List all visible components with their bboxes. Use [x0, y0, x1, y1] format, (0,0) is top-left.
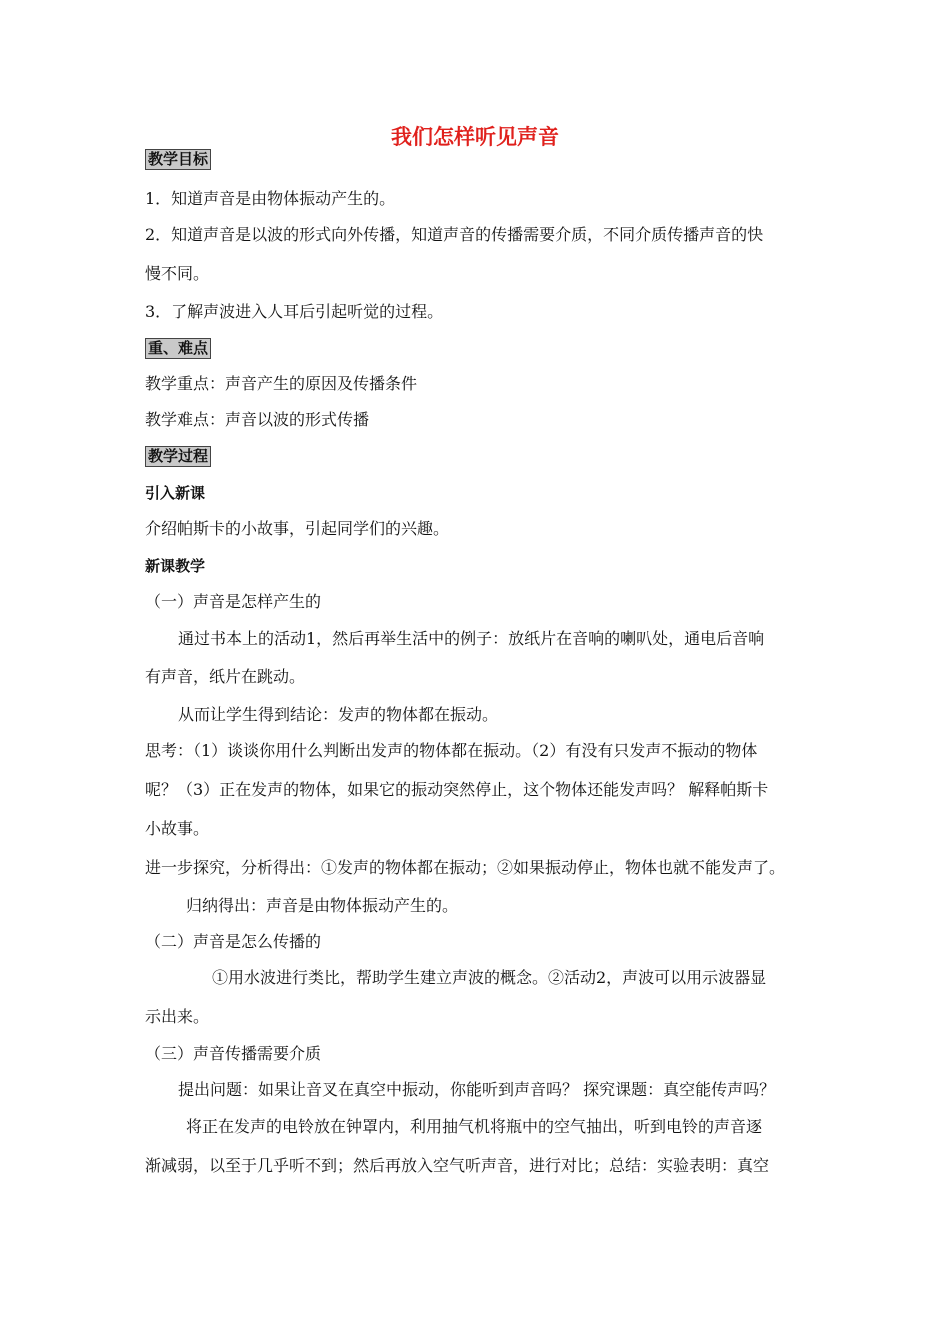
document-title: 我们怎样听见声音: [391, 125, 559, 149]
section-heading-key-points: [145, 338, 810, 359]
subheading-new-lesson: 新课教学: [145, 557, 206, 575]
objective-1: 1．知道声音是由物体振动产生的。: [145, 189, 396, 208]
paragraph-line: 通过书本上的活动1，然后再举生活中的例子：放纸片在音响的喇叭处，通电后音响: [178, 629, 765, 648]
part-1-heading: （一）声音是怎样产生的: [145, 592, 322, 611]
paragraph-line: 进一步探究，分析得出：①发声的物体都在振动；②如果振动停止，物体也就不能发声了。: [145, 858, 786, 877]
objective-2-cont: 慢不同。: [145, 264, 210, 283]
objective-2: 2．知道声音是以波的形式向外传播，知道声音的传播需要介质，不同介质传播声音的快: [145, 225, 764, 244]
paragraph-line: 归纳得出：声音是由物体振动产生的。: [186, 896, 459, 915]
paragraph-line: 提出问题：如果让音叉在真空中振动，你能听到声音吗？ 探究课题：真空能传声吗？: [178, 1080, 776, 1099]
part-2-heading: （二）声音是怎么传播的: [145, 932, 322, 951]
section-heading-process: [145, 446, 810, 467]
section-heading-objectives: [145, 149, 810, 170]
paragraph-line: 渐减弱，以至于几乎听不到；然后再放入空气听声音，进行对比；总结：实验表明：真空: [145, 1156, 770, 1175]
intro-text: 介绍帕斯卡的小故事，引起同学们的兴趣。: [145, 519, 450, 538]
paragraph-line: ①用水波进行类比，帮助学生建立声波的概念。②活动2，声波可以用示波器显: [212, 968, 767, 987]
key-point: 教学重点：声音产生的原因及传播条件: [145, 374, 418, 393]
objective-3: 3．了解声波进入人耳后引起听觉的过程。: [145, 302, 444, 321]
paragraph-line: 有声音，纸片在跳动。: [145, 667, 306, 686]
paragraph-line: 呢？（3）正在发声的物体，如果它的振动突然停止，这个物体还能发声吗？ 解释帕斯卡: [145, 780, 769, 799]
part-3-heading: （三）声音传播需要介质: [145, 1044, 322, 1063]
paragraph-line: 小故事。: [145, 819, 210, 838]
paragraph-line: 从而让学生得到结论：发声的物体都在振动。: [178, 705, 499, 724]
paragraph-line: 思考：（1）谈谈你用什么判断出发声的物体都在振动。（2）有没有只发声不振动的物体: [145, 741, 758, 760]
subheading-intro: 引入新课: [145, 484, 206, 502]
boxed-heading: 重、难点: [145, 338, 211, 359]
paragraph-line: 示出来。: [145, 1007, 210, 1026]
paragraph-line: 将正在发声的电铃放在钟罩内，利用抽气机将瓶中的空气抽出，听到电铃的声音逐: [186, 1117, 763, 1136]
boxed-heading: 教学过程: [145, 446, 211, 467]
boxed-heading: 教学目标: [145, 149, 211, 170]
difficult-point: 教学难点：声音以波的形式传播: [145, 410, 370, 429]
